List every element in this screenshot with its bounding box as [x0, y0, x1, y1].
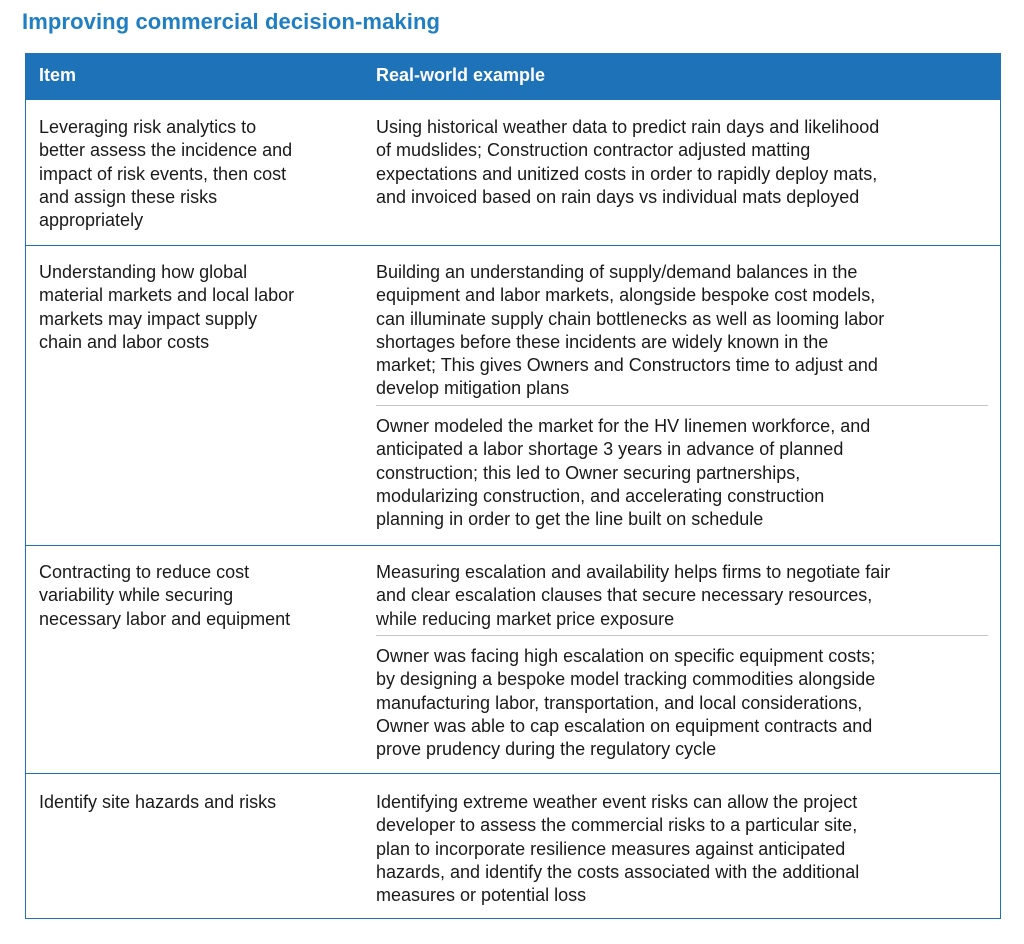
row-2-item: Understanding how global material markets and local labor markets may impact supply chain and labor costs — [39, 262, 295, 352]
page-title: Improving commercial decision-making — [22, 9, 441, 34]
row-3-example-1: Measuring escalation and availability helps firms to negotiate fair and clear escalation clauses that secure necessary resources, while reducing market price exposure — [376, 562, 891, 629]
row-divider — [26, 773, 1000, 774]
row-2-example-2: Owner modeled the market for the HV linemen workforce, and anticipated a labor shortage 3 years in advance of planned construction; this led to Owner securing partnerships, modularizing construction, and accelerating construction planning in order to get the line built on schedule — [376, 416, 871, 530]
row-divider — [26, 245, 1000, 246]
example-divider — [376, 405, 988, 406]
row-divider — [26, 545, 1000, 546]
header-real-world-example: Real-world example — [376, 65, 546, 85]
row-4-item: Identify site hazards and risks — [39, 792, 277, 812]
example-divider — [376, 635, 988, 636]
row-3-item: Contracting to reduce cost variability while securing necessary labor and equipment — [39, 562, 291, 629]
row-4-example-1: Identifying extreme weather event risks can allow the project developer to assess the commercial risks to a particular site, plan to incorporate resilience measures against anticipated hazards, and identify the costs associated with the additional measures or potential loss — [376, 792, 860, 906]
row-1-example-1: Using historical weather data to predict rain days and likelihood of mudslides; Construction contractor adjusted matting expectations and unitized costs in order to rapidly deploy mats, and invoiced based on rain days vs individual mats deployed — [376, 117, 880, 207]
table-header-row — [26, 54, 1000, 100]
decision-making-table — [25, 53, 1001, 919]
header-item: Item — [39, 65, 77, 85]
row-1-item: Leveraging risk analytics to better assess the incidence and impact of risk events, then cost and assign these risks appropriately — [39, 117, 293, 231]
row-3-example-2: Owner was facing high escalation on specific equipment costs; by designing a bespoke model tracking commodities alongside manufacturing labor, transportation, and local considerations, Owner was able to cap escalation on equipment contracts and prove prudency during the regulatory cycle — [376, 646, 876, 760]
row-2-example-1: Building an understanding of supply/demand balances in the equipment and labor markets, alongside bespoke cost models, can illuminate supply chain bottlenecks as well as looming labor shortages before these incidents are widely known in the market; This gives Owners and Constructors time to adjust and develop mitigation plans — [376, 262, 885, 399]
